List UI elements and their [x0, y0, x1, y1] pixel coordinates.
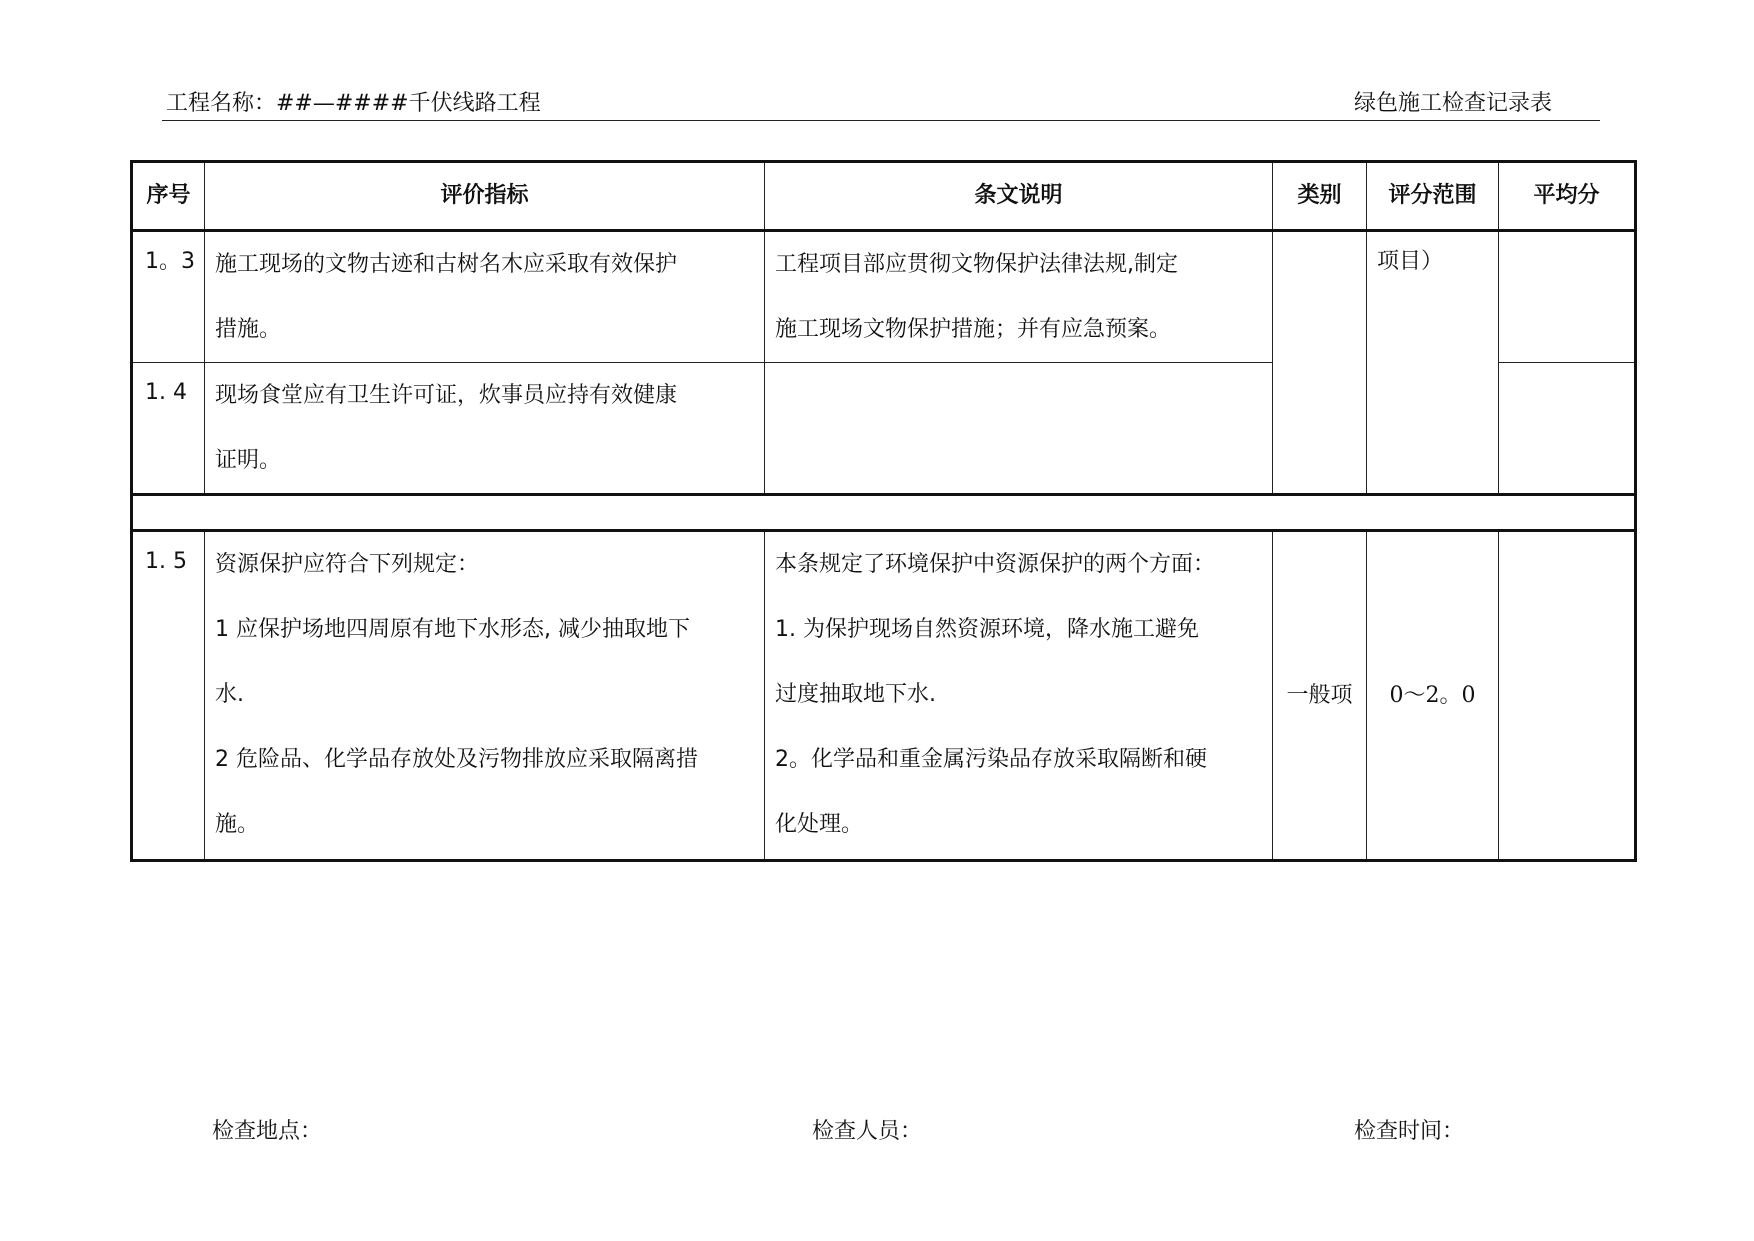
col-header-average: 平均分 [1499, 162, 1636, 231]
explanation-line: 1. 为保护现场自然资源环境，降水施工避免 [775, 617, 1199, 642]
indicator-cell [205, 531, 765, 861]
indicator-line: 措施。 [215, 317, 282, 342]
col-header-no: 序号 [132, 162, 205, 231]
indicator-line: 施。 [215, 812, 260, 837]
form-title: 绿色施工检查记录表 [1354, 91, 1553, 116]
row-number: 1. 4 [132, 363, 205, 495]
table-row [132, 531, 1636, 861]
indicator-line: 水. [215, 682, 244, 707]
explanation-line: 2。化学品和重金属污染品存放采取隔断和硬 [775, 747, 1207, 772]
indicator-line: 1 应保护场地四周原有地下水形态, 减少抽取地下 [215, 617, 690, 642]
inspection-table [130, 160, 1637, 862]
explanation-cell [765, 231, 1273, 363]
inspector-label: 检查人员： [812, 1119, 923, 1144]
col-header-category: 类别 [1273, 162, 1367, 231]
average-cell [1499, 363, 1636, 495]
table-header-row [132, 162, 1636, 231]
indicator-cell [205, 363, 765, 495]
average-cell [1499, 231, 1636, 363]
inspection-location-label: 检查地点： [212, 1119, 323, 1144]
category-cell: 一般项 [1273, 531, 1367, 861]
explanation-line: 化处理。 [775, 812, 864, 837]
header-rule [162, 120, 1600, 121]
indicator-line: 2 危险品、化学品存放处及污物排放应采取隔离措 [215, 747, 698, 772]
explanation-line: 工程项目部应贯彻文物保护法律法规,制定 [775, 252, 1178, 277]
project-name: 工程名称：##—####千伏线路工程 [166, 91, 541, 116]
explanation-line: 本条规定了环境保护中资源保护的两个方面： [775, 552, 1216, 577]
indicator-line: 资源保护应符合下列规定： [215, 552, 480, 577]
row-number: 1. 5 [132, 531, 205, 861]
explanation-line: 过度抽取地下水. [775, 682, 936, 707]
col-header-indicator: 评价指标 [205, 162, 765, 231]
category-cell [1273, 231, 1367, 495]
table-row [132, 231, 1636, 363]
indicator-line: 现场食堂应有卫生许可证，炊事员应持有效健康 [215, 383, 678, 408]
score-range-cell: 0～2。0 [1367, 531, 1499, 861]
table-spacer-row [132, 495, 1636, 531]
indicator-cell [205, 231, 765, 363]
inspection-time-label: 检查时间： [1354, 1119, 1465, 1144]
indicator-line: 施工现场的文物古迹和古树名木应采取有效保护 [215, 252, 678, 277]
explanation-cell [765, 531, 1273, 861]
row-number: 1。3 [132, 231, 205, 363]
explanation-line: 施工现场文物保护措施；并有应急预案。 [775, 317, 1172, 342]
explanation-cell [765, 363, 1273, 495]
col-header-score-range: 评分范围 [1367, 162, 1499, 231]
score-range-cell: 项目） [1367, 231, 1499, 495]
col-header-explanation: 条文说明 [765, 162, 1273, 231]
indicator-line: 证明。 [215, 448, 282, 473]
spacer-cell [132, 495, 1636, 531]
average-cell [1499, 531, 1636, 861]
